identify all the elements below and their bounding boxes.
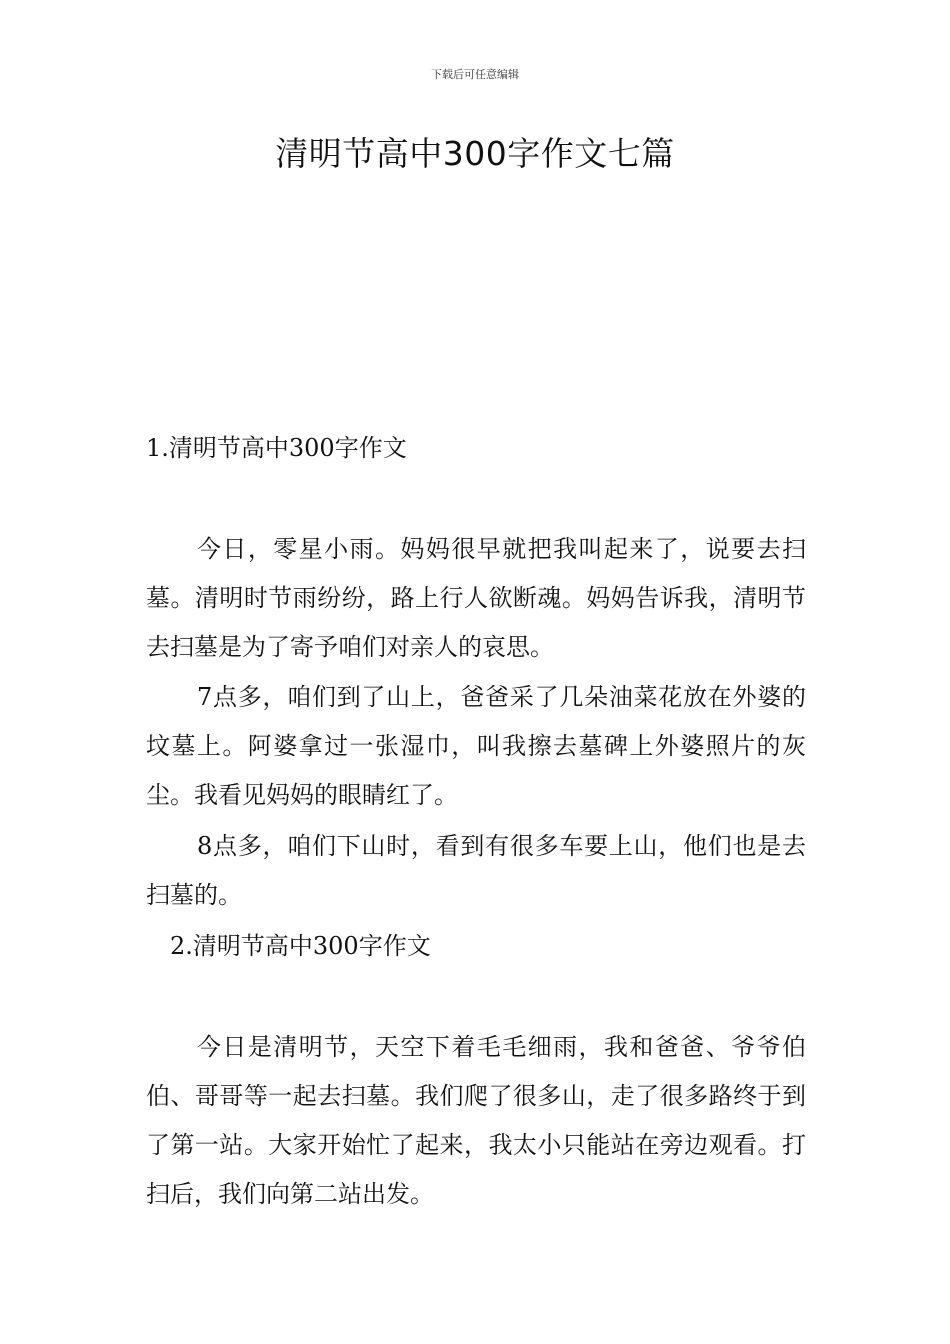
section-2-paragraph-1: 今日是清明节，天空下着毛毛细雨，我和爸爸、爷爷伯伯、哥哥等一起去扫墓。我们爬了很多山，走了很多路终于到了第一站。大家开始忙了起来，我太小只能站在旁边观看。打扫后，我们向第二站出发。 [146, 1033, 806, 1208]
section-1-paragraph-3: 8点多，咱们下山时，看到有很多车要上山，他们也是去扫墓的。 [146, 832, 806, 909]
document-title: 清明节高中300字作文七篇 [275, 134, 675, 173]
section-1-paragraph-2: 7点多，咱们到了山上，爸爸采了几朵油菜花放在外婆的坟墓上。阿婆拿过一张湿巾，叫我擦去墓碑上外婆照片的灰尘。我看见妈妈的眼睛红了。 [146, 683, 806, 809]
section-1-heading: 1.清明节高中300字作文 [146, 434, 407, 462]
section-2-heading: 2.清明节高中300字作文 [170, 932, 431, 960]
header-note: 下载后可任意编辑 [431, 68, 519, 81]
section-1-paragraph-1: 今日，零星小雨。妈妈很早就把我叫起来了，说要去扫墓。清明时节雨纷纷，路上行人欲断魂。妈妈告诉我，清明节去扫墓是为了寄予咱们对亲人的哀思。 [146, 535, 806, 661]
